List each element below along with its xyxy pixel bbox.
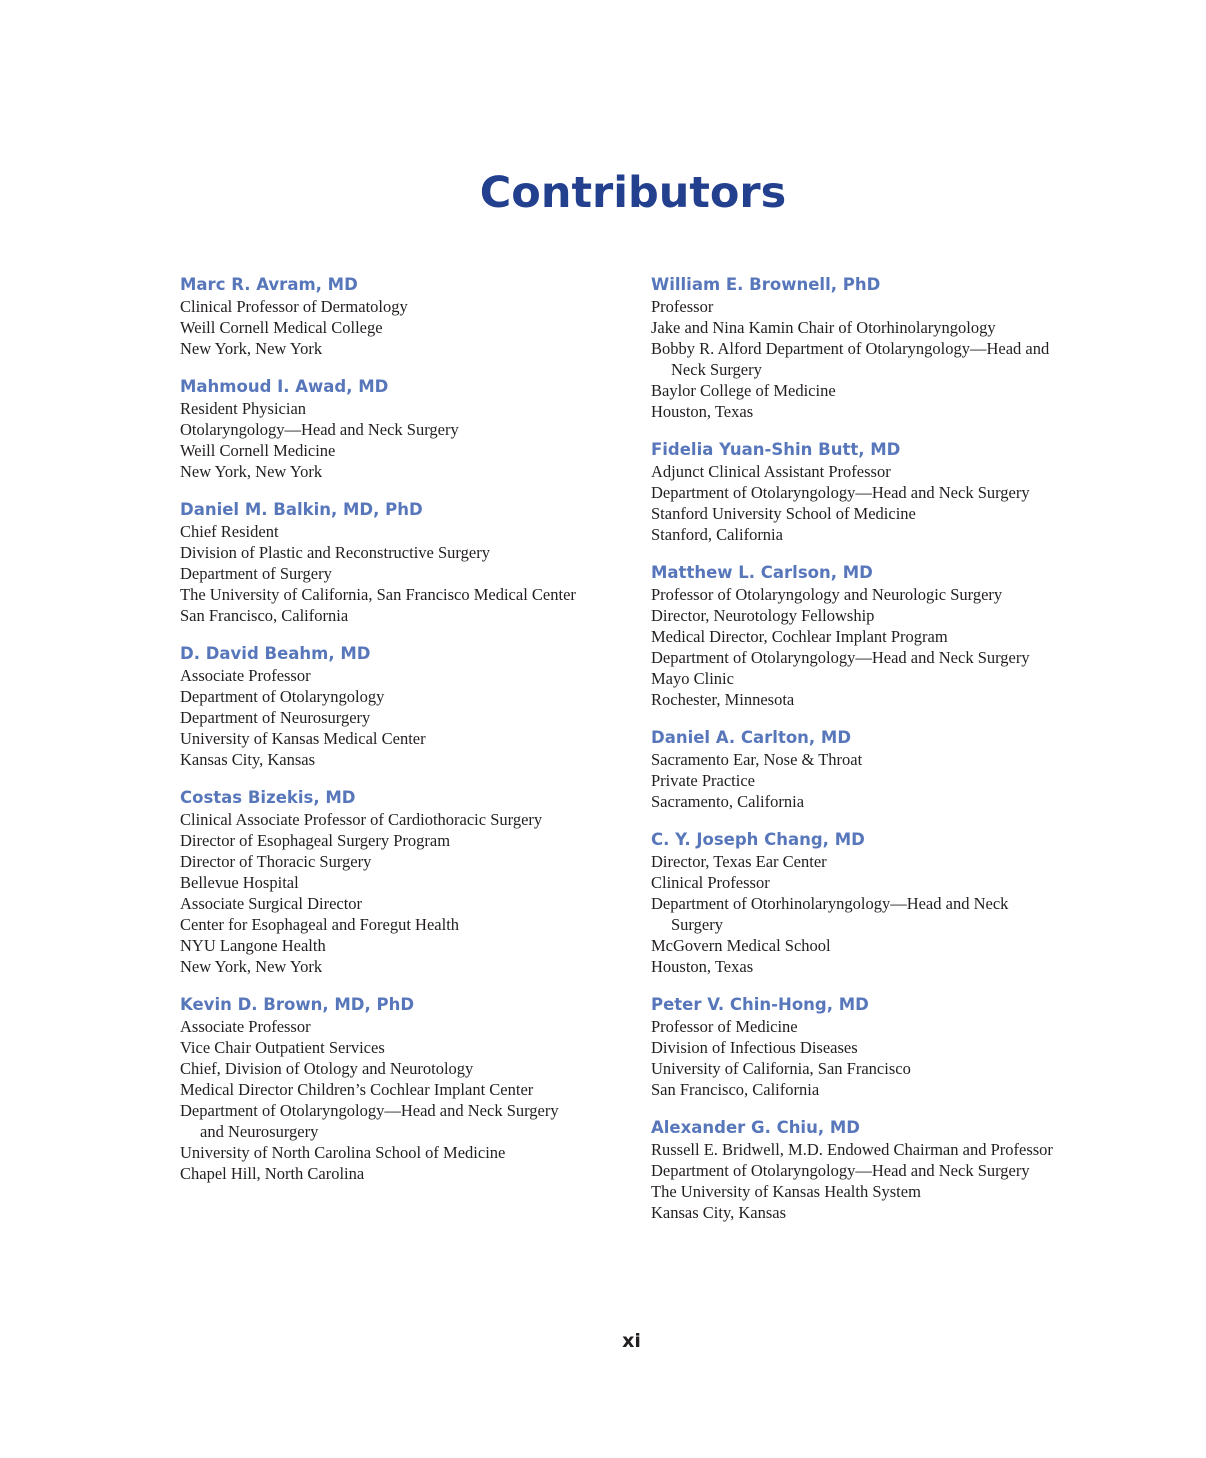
contributor-affiliation-line: Associate Surgical Director xyxy=(180,894,363,913)
contributor-affiliation-line: San Francisco, California xyxy=(651,1080,820,1099)
contributor-affiliation-line: Jake and Nina Kamin Chair of Otorhinolaryngology xyxy=(651,318,996,337)
contributor-name: D. David Beahm, MD xyxy=(180,644,371,663)
contributor-affiliation-line: Bobby R. Alford Department of Otolaryngology—Head and xyxy=(651,339,1050,358)
contributor-affiliation-line: University of California, San Francisco xyxy=(651,1059,911,1078)
contributor-entry xyxy=(180,993,630,1184)
contributor-affiliation-line: Associate Professor xyxy=(180,1017,311,1036)
contributor-affiliation-line: Private Practice xyxy=(651,771,755,790)
contributor-affiliation-line: Department of Surgery xyxy=(180,564,332,583)
contributor-name: Costas Bizekis, MD xyxy=(180,788,356,807)
contributor-name: C. Y. Joseph Chang, MD xyxy=(651,830,865,849)
contributor-entry xyxy=(180,273,630,359)
contributor-affiliation-line: Associate Professor xyxy=(180,666,311,685)
contributor-affiliation-line: Director of Esophageal Surgery Program xyxy=(180,831,451,850)
contributor-affiliation-line: Department of Neurosurgery xyxy=(180,708,371,727)
contributor-affiliation-line: and Neurosurgery xyxy=(200,1122,319,1141)
contributor-affiliation-line: Chief, Division of Otology and Neurotology xyxy=(180,1059,474,1078)
contributor-name: Kevin D. Brown, MD, PhD xyxy=(180,995,415,1014)
contributor-entry xyxy=(180,375,630,482)
contributor-affiliation-line: Department of Otolaryngology—Head and Neck Surgery xyxy=(651,1161,1030,1180)
contributor-affiliation-line: Medical Director, Cochlear Implant Program xyxy=(651,627,948,646)
contributor-name: Daniel A. Carlton, MD xyxy=(651,728,852,747)
contributor-affiliation-line: Division of Plastic and Reconstructive Surgery xyxy=(180,543,490,562)
contributor-affiliation-line: Professor of Otolaryngology and Neurologic Surgery xyxy=(651,585,1003,604)
contributor-affiliation-line: The University of California, San Francisco Medical Center xyxy=(180,585,576,604)
contributor-affiliation-line: Department of Otolaryngology—Head and Neck Surgery xyxy=(651,483,1030,502)
contributor-name: Marc R. Avram, MD xyxy=(180,275,358,294)
contributor-affiliation-line: Houston, Texas xyxy=(651,402,754,421)
contributor-affiliation-line: Houston, Texas xyxy=(651,957,754,976)
contributor-entry xyxy=(651,438,1101,545)
contributor-entry xyxy=(180,786,630,977)
contributor-affiliation-line: Chief Resident xyxy=(180,522,279,541)
contributor-affiliation-line: Department of Otolaryngology—Head and Neck Surgery xyxy=(180,1101,559,1120)
contributor-affiliation-line: NYU Langone Health xyxy=(180,936,326,955)
contributor-affiliation-line: Adjunct Clinical Assistant Professor xyxy=(651,462,891,481)
contributor-affiliation-line: The University of Kansas Health System xyxy=(651,1182,921,1201)
contributor-entry xyxy=(651,726,1101,812)
contributor-affiliation-line: Division of Infectious Diseases xyxy=(651,1038,858,1057)
contributor-name: Peter V. Chin-Hong, MD xyxy=(651,995,869,1014)
contributor-affiliation-line: Professor xyxy=(651,297,714,316)
contributor-affiliation-line: New York, New York xyxy=(180,339,323,358)
contributor-name: Matthew L. Carlson, MD xyxy=(651,563,873,582)
contributor-affiliation-line: Clinical Professor xyxy=(651,873,770,892)
contributor-affiliation-line: Baylor College of Medicine xyxy=(651,381,836,400)
contributor-affiliation-line: Center for Esophageal and Foregut Health xyxy=(180,915,460,934)
contributor-affiliation-line: University of Kansas Medical Center xyxy=(180,729,426,748)
contributor-entry xyxy=(651,561,1101,710)
contributor-affiliation-line: Director, Neurotology Fellowship xyxy=(651,606,875,625)
contributor-affiliation-line: Clinical Associate Professor of Cardiothoracic Surgery xyxy=(180,810,543,829)
contributor-affiliation-line: Medical Director Children’s Cochlear Implant Center xyxy=(180,1080,534,1099)
contributor-affiliation-line: Mayo Clinic xyxy=(651,669,734,688)
contributor-affiliation-line: Rochester, Minnesota xyxy=(651,690,795,709)
contributor-affiliation-line: Professor of Medicine xyxy=(651,1017,798,1036)
contributor-affiliation-line: Stanford University School of Medicine xyxy=(651,504,916,523)
contributor-name: Mahmoud I. Awad, MD xyxy=(180,377,389,396)
contributor-affiliation-line: Department of Otolaryngology xyxy=(180,687,385,706)
contributor-affiliation-line: University of North Carolina School of Medicine xyxy=(180,1143,506,1162)
contributor-affiliation-line: New York, New York xyxy=(180,957,323,976)
contributor-affiliation-line: Otolaryngology—Head and Neck Surgery xyxy=(180,420,459,439)
contributor-affiliation-line: Chapel Hill, North Carolina xyxy=(180,1164,365,1183)
contributor-affiliation-line: Resident Physician xyxy=(180,399,307,418)
contributor-affiliation-line: Sacramento, California xyxy=(651,792,805,811)
contributor-affiliation-line: Weill Cornell Medicine xyxy=(180,441,336,460)
contributor-name: Daniel M. Balkin, MD, PhD xyxy=(180,500,423,519)
contributors-right-column xyxy=(651,273,1101,1239)
contributor-entry xyxy=(651,1116,1101,1223)
contributor-entry xyxy=(651,993,1101,1100)
contributor-affiliation-line: Department of Otolaryngology—Head and Neck Surgery xyxy=(651,648,1030,667)
contributor-affiliation-line: New York, New York xyxy=(180,462,323,481)
contributor-affiliation-line: Vice Chair Outpatient Services xyxy=(180,1038,385,1057)
page-title: Contributors xyxy=(479,168,787,218)
contributor-affiliation-line: McGovern Medical School xyxy=(651,936,831,955)
contributor-affiliation-line: Russell E. Bridwell, M.D. Endowed Chairman and Professor xyxy=(651,1140,1053,1159)
contributor-entry xyxy=(651,273,1101,422)
page-number: xi xyxy=(622,1330,641,1352)
contributor-affiliation-line: Bellevue Hospital xyxy=(180,873,299,892)
contributor-affiliation-line: Director of Thoracic Surgery xyxy=(180,852,372,871)
contributor-affiliation-line: Kansas City, Kansas xyxy=(651,1203,787,1222)
contributor-name: Fidelia Yuan-Shin Butt, MD xyxy=(651,440,901,459)
contributor-entry xyxy=(651,828,1101,977)
contributor-affiliation-line: San Francisco, California xyxy=(180,606,349,625)
contributors-left-column xyxy=(180,273,630,1200)
contributor-name: William E. Brownell, PhD xyxy=(651,275,881,294)
contributor-affiliation-line: Kansas City, Kansas xyxy=(180,750,316,769)
contributor-affiliation-line: Director, Texas Ear Center xyxy=(651,852,827,871)
contributor-name: Alexander G. Chiu, MD xyxy=(651,1118,860,1137)
contributor-affiliation-line: Sacramento Ear, Nose & Throat xyxy=(651,750,863,769)
contributor-affiliation-line: Stanford, California xyxy=(651,525,783,544)
contributor-entry xyxy=(180,498,630,626)
contributor-affiliation-line: Surgery xyxy=(671,915,723,934)
contributor-affiliation-line: Neck Surgery xyxy=(671,360,762,379)
contributor-affiliation-line: Department of Otorhinolaryngology—Head and Neck xyxy=(651,894,1009,913)
contributor-entry xyxy=(180,642,630,770)
contributor-affiliation-line: Clinical Professor of Dermatology xyxy=(180,297,408,316)
contributor-affiliation-line: Weill Cornell Medical College xyxy=(180,318,383,337)
